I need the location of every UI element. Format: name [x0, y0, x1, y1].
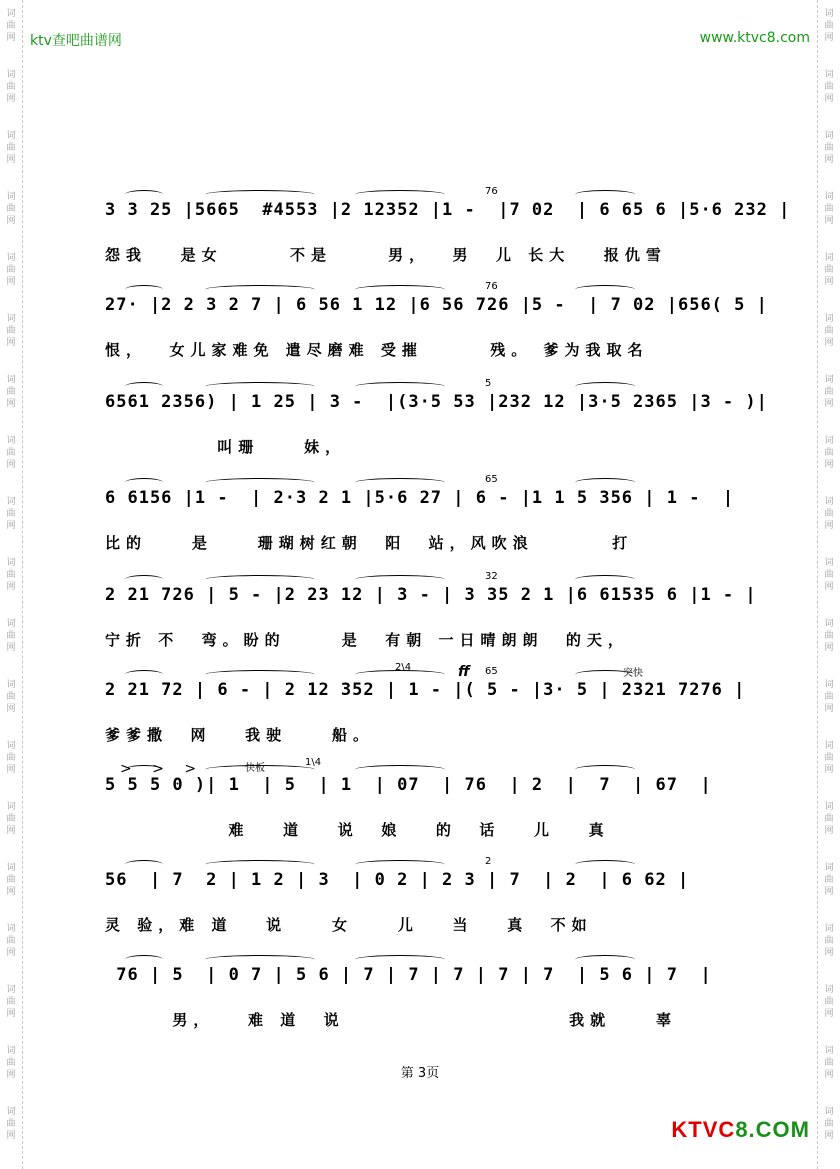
- slur-mark: [205, 285, 315, 294]
- watermark-glyph: 词 曲 网: [6, 741, 16, 775]
- slur-mark: [205, 955, 315, 964]
- watermark-glyph: 词 曲 网: [824, 1046, 834, 1080]
- slur-mark: [575, 285, 635, 294]
- grace-note-ornament: 65: [485, 474, 498, 485]
- slur-mark: [125, 670, 163, 679]
- slur-mark: [205, 478, 315, 487]
- slur-mark: [575, 382, 635, 391]
- watermark-glyph: 词 曲 网: [6, 924, 16, 958]
- watermark-glyph: 词 曲 网: [824, 802, 834, 836]
- slur-mark: [125, 478, 163, 487]
- slur-mark: [125, 860, 163, 869]
- grace-note-ornament: 5: [485, 378, 492, 389]
- accent-marks: > > >: [120, 761, 205, 777]
- slur-mark: [125, 190, 163, 199]
- lyrics-line: 怨我 是女 不是 男， 男 儿 长大 报仇雪: [105, 246, 667, 264]
- slur-mark: [575, 478, 635, 487]
- notation-line: 27· |2 2 3 2 7 | 6 56 1 12 |6 56 726 |5 - | 7 02 |656( 5 |: [105, 295, 768, 315]
- watermark-glyph: 词 曲 网: [6, 558, 16, 592]
- logo-text-right: 8.COM: [735, 1117, 810, 1142]
- slur-mark: [355, 575, 445, 584]
- watermark-glyph: 词 曲 网: [824, 253, 834, 287]
- watermark-glyph: 词 曲 网: [6, 985, 16, 1019]
- tempo-mark: 突快: [623, 668, 643, 679]
- lyrics-line: 难 道 说 娘 的 话 儿 真: [105, 821, 610, 839]
- slur-mark: [575, 955, 635, 964]
- watermark-glyph: 词 曲 网: [824, 70, 834, 104]
- watermark-glyph: 词 曲 网: [6, 436, 16, 470]
- slur-mark: [355, 382, 445, 391]
- score-row: [0, 474, 840, 552]
- watermark-glyph: 词 曲 网: [824, 680, 834, 714]
- slur-mark: [205, 575, 315, 584]
- watermark-glyph: 词 曲 网: [824, 1107, 834, 1141]
- notation-line: 5 5 5 0 )| 1 | 5 | 1 | 07 | 76 | 2 | 7 | 67 |: [105, 775, 712, 795]
- watermark-glyph: 词 曲 网: [6, 253, 16, 287]
- score-row: [0, 281, 840, 359]
- watermark-glyph: 词 曲 网: [6, 680, 16, 714]
- watermark-glyph: 词 曲 网: [6, 9, 16, 43]
- watermark-glyph: 词 曲 网: [6, 192, 16, 226]
- notation-line: 3 3 25 |5665 #4553 |2 12352 |1 - |7 02 | 6 65 6 |5·6 232 |: [105, 200, 791, 220]
- watermark-glyph: 词 曲 网: [6, 1107, 16, 1141]
- watermark-glyph: 词 曲 网: [824, 741, 834, 775]
- watermark-glyph: 词 曲 网: [824, 9, 834, 43]
- lyrics-line: 宁折 不 弯。盼的 是 有朝 一日晴朗朗 的天，: [105, 631, 629, 649]
- slur-mark: [355, 955, 445, 964]
- watermark-glyph: 词 曲 网: [6, 802, 16, 836]
- tempo-mark: 快板: [245, 763, 265, 774]
- score-row: [0, 186, 840, 264]
- site-url-right[interactable]: www.ktvc8.com: [699, 30, 810, 46]
- time-signature-mark: 1\4: [305, 757, 322, 768]
- watermark-glyph: 词 曲 网: [6, 375, 16, 409]
- score-row: [0, 965, 840, 1029]
- watermark-glyph: 词 曲 网: [6, 1046, 16, 1080]
- grace-note-ornament: 65: [485, 666, 498, 677]
- page-number: 第 3页: [400, 1066, 440, 1081]
- watermark-glyph: 词 曲 网: [6, 619, 16, 653]
- watermark-glyph: 词 曲 网: [824, 314, 834, 348]
- watermark-glyph: 词 曲 网: [824, 924, 834, 958]
- watermark-glyph: 词 曲 网: [824, 863, 834, 897]
- notation-line: 56 | 7 2 | 1 2 | 3 | 0 2 | 2 3 | 7 | 2 | 6 62 |: [105, 870, 690, 890]
- lyrics-line: 男， 难 道 说 我就 辜: [105, 1011, 677, 1029]
- logo-text-left: KTVC: [671, 1117, 736, 1142]
- slur-mark: [355, 860, 445, 869]
- lyrics-line: 灵 验，难 道 说 女 儿 当 真 不如: [105, 916, 593, 934]
- slur-mark: [125, 382, 163, 391]
- slur-mark: [205, 190, 315, 199]
- watermark-glyph: 词 曲 网: [6, 863, 16, 897]
- score-row: [0, 856, 840, 934]
- notation-line: 6561 2356) | 1 25 | 3 - |(3·5 53 |232 12 |3·5 2365 |3 - )|: [105, 392, 768, 412]
- watermark-glyph: 词 曲 网: [824, 131, 834, 165]
- watermark-glyph: 词 曲 网: [824, 375, 834, 409]
- time-signature-mark: 2\4: [395, 662, 412, 673]
- slur-mark: [575, 190, 635, 199]
- lyrics-line: 叫珊 妹，: [105, 438, 347, 456]
- slur-mark: [205, 860, 315, 869]
- lyrics-line: 恨， 女儿家难免 遣尽磨难 受摧 残。 爹为我取名: [105, 341, 649, 359]
- slur-mark: [355, 285, 445, 294]
- watermark-glyph: 词 曲 网: [6, 131, 16, 165]
- slur-mark: [125, 285, 163, 294]
- score-row: [0, 662, 840, 744]
- watermark-glyph: 词 曲 网: [6, 314, 16, 348]
- notation-line: 6 6156 |1 - | 2·3 2 1 |5·6 27 | 6 - |1 1 5 356 | 1 - |: [105, 488, 735, 508]
- slur-mark: [125, 955, 163, 964]
- lyrics-line: 比的 是 珊瑚树红朝 阳 站，风吹浪 打: [105, 534, 634, 552]
- watermark-glyph: 词 曲 网: [824, 558, 834, 592]
- grace-note-ornament: 76: [485, 186, 498, 197]
- watermark-glyph: 词 曲 网: [824, 985, 834, 1019]
- slur-mark: [575, 765, 635, 774]
- watermark-glyph: 词 曲 网: [824, 619, 834, 653]
- watermark-glyph: 词 曲 网: [824, 497, 834, 531]
- grace-note-ornament: 32: [485, 571, 498, 582]
- notation-line: 76 | 5 | 0 7 | 5 6 | 7 | 7 | 7 | 7 | 7 | 5 6 | 7 |: [105, 965, 712, 985]
- watermark-glyph: 词 曲 网: [824, 192, 834, 226]
- dynamic-mark: ff: [458, 664, 470, 680]
- slur-mark: [355, 478, 445, 487]
- grace-note-ornament: 76: [485, 281, 498, 292]
- grace-note-ornament: 2: [485, 856, 492, 867]
- slur-mark: [575, 575, 635, 584]
- watermark-glyph: 词 曲 网: [824, 436, 834, 470]
- watermark-glyph: 词 曲 网: [6, 70, 16, 104]
- lyrics-line: 爹爹撒 网 我驶 船。: [105, 726, 375, 744]
- slur-mark: [205, 382, 315, 391]
- site-name-left[interactable]: ktv查吧曲谱网: [30, 33, 122, 49]
- slur-mark: [355, 190, 445, 199]
- notation-line: 2 21 72 | 6 - | 2 12 352 | 1 - |( 5 - |3· 5 | 2321 7276 |: [105, 680, 746, 700]
- site-logo: [671, 1117, 810, 1143]
- slur-mark: [125, 575, 163, 584]
- slur-mark: [205, 670, 315, 679]
- watermark-glyph: 词 曲 网: [6, 497, 16, 531]
- notation-line: 2 21 726 | 5 - |2 23 12 | 3 - | 3 35 2 1 |6 61535 6 |1 - |: [105, 585, 757, 605]
- slur-mark: [575, 860, 635, 869]
- slur-mark: [355, 765, 445, 774]
